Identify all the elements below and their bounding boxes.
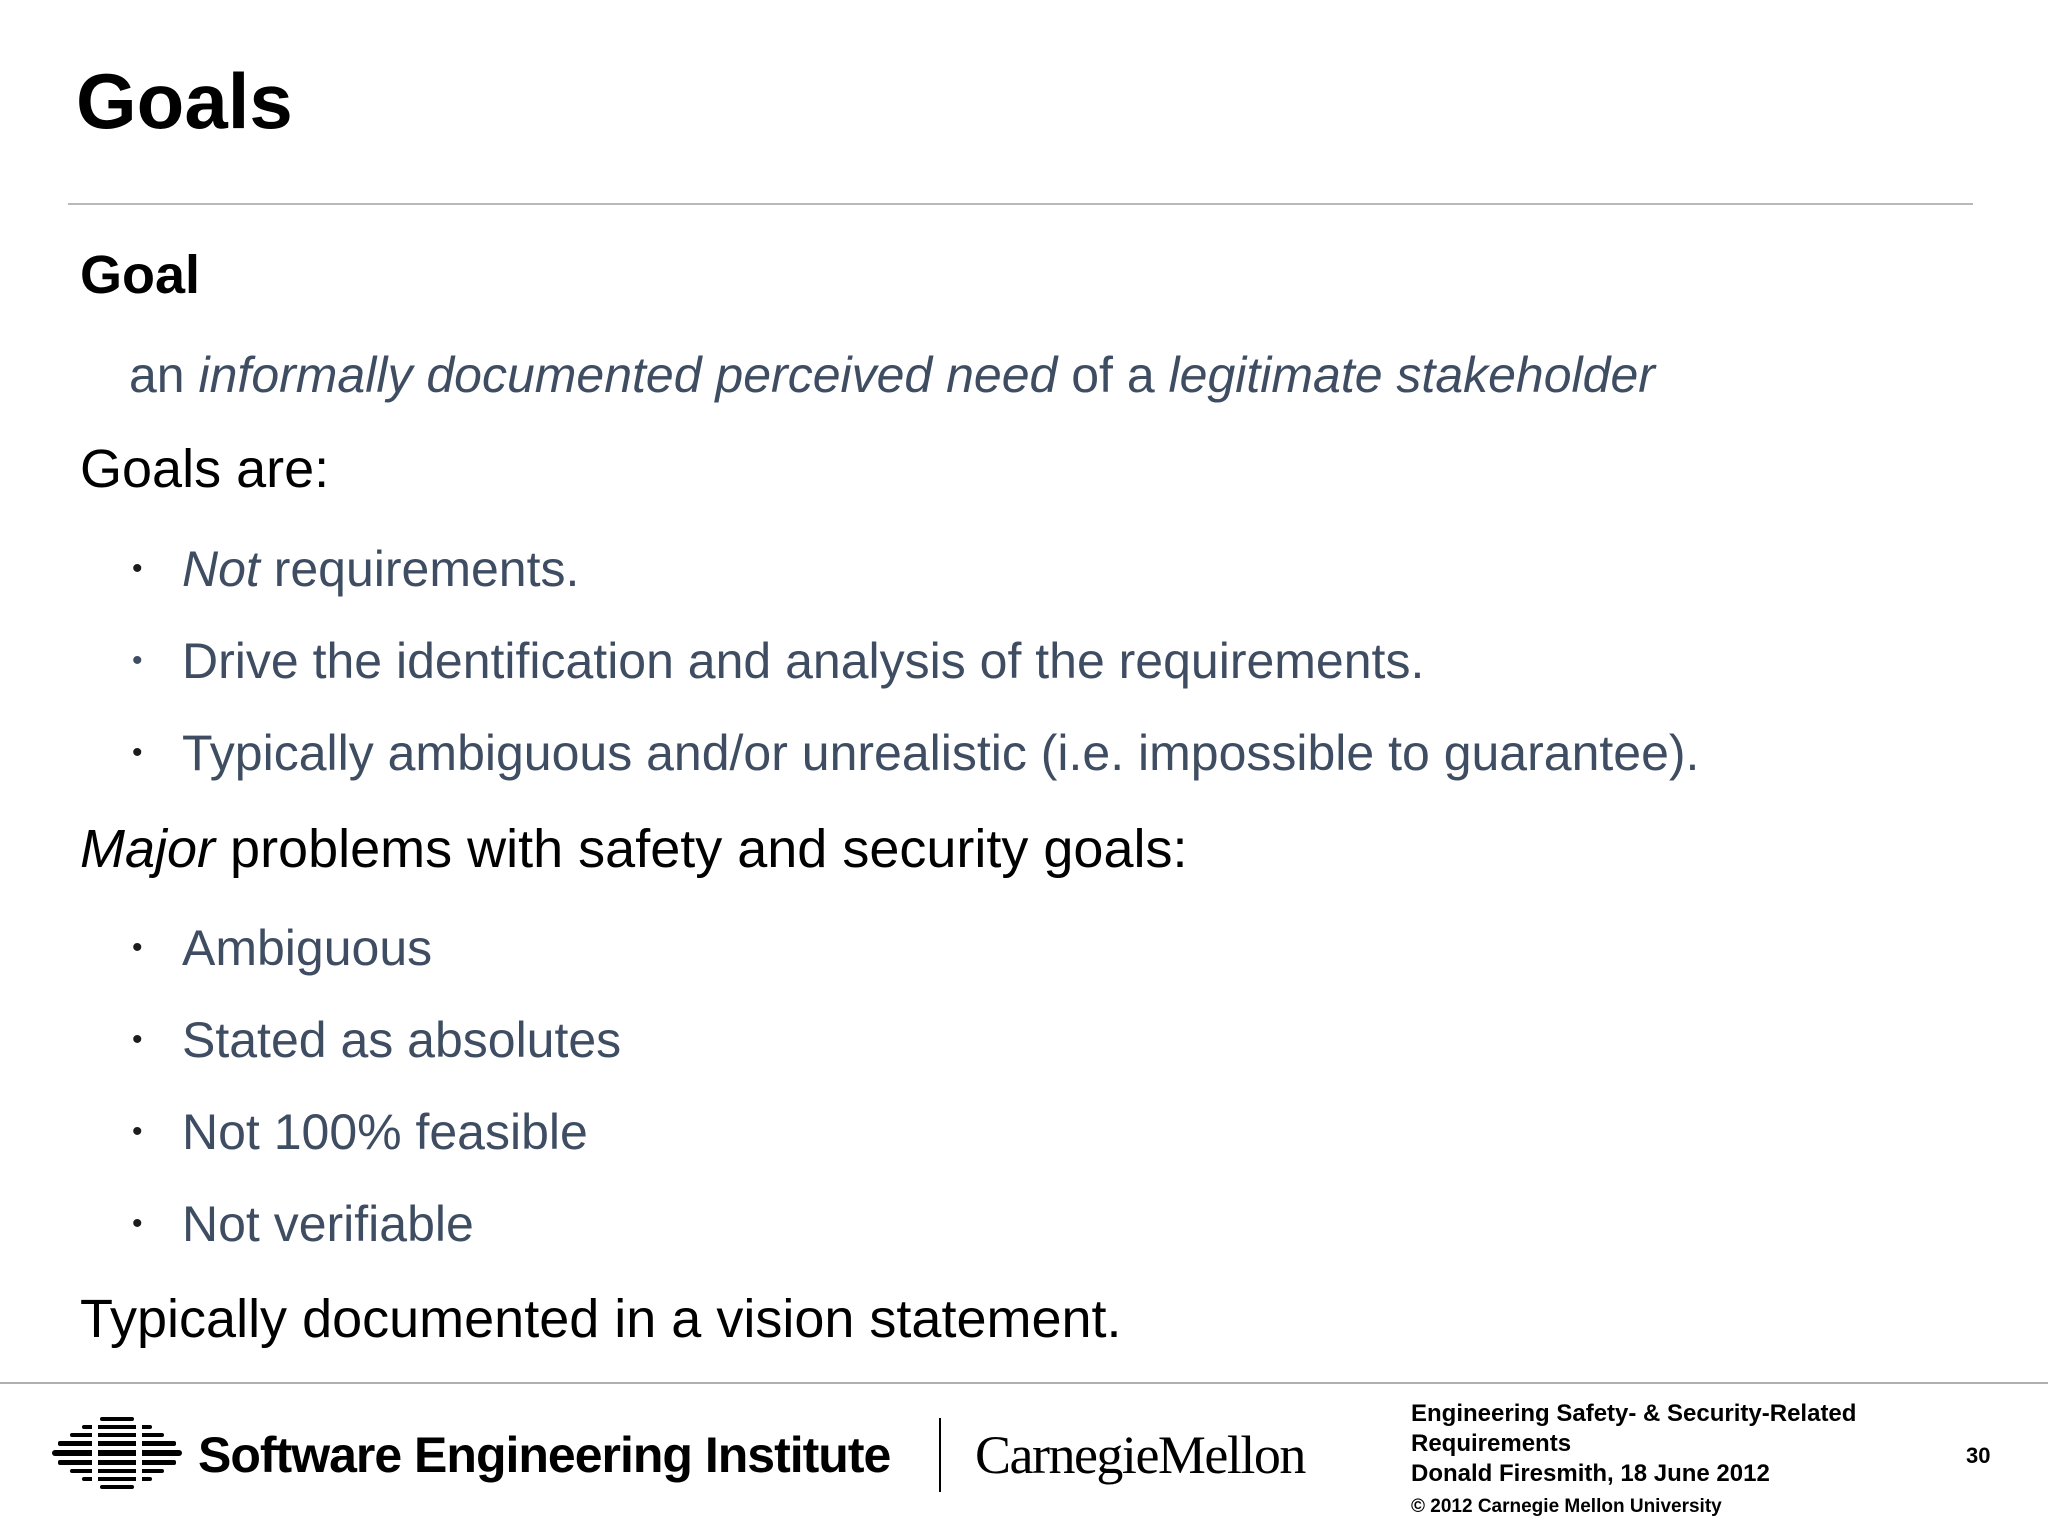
goals-are-heading: Goals are:: [80, 439, 330, 499]
footer-info: [1411, 1399, 1931, 1519]
bullet-text: Not 100% feasible: [182, 1104, 588, 1160]
list-item: [132, 920, 433, 976]
bullet-text: Not verifiable: [182, 1196, 474, 1252]
bullet-icon: •: [132, 1207, 143, 1240]
definition-term: Goal: [80, 245, 201, 305]
bullet-text: Stated as absolutes: [182, 1012, 622, 1068]
bullet-icon: •: [132, 736, 143, 769]
heading-text: problems with safety and security goals:: [215, 819, 1188, 879]
heading-emphasis: Major: [80, 819, 216, 879]
copyright: © 2012 Carnegie Mellon University: [1411, 1496, 1722, 1517]
bullet-icon: •: [132, 931, 143, 964]
bullet-icon: •: [132, 1115, 143, 1148]
bullet-icon: •: [132, 552, 143, 585]
bullet-emphasis: Not: [182, 541, 260, 597]
definition-part-4: legitimate stakeholder: [1168, 347, 1655, 403]
bullet-text: requirements.: [259, 541, 580, 597]
definition-part-1: an: [129, 347, 199, 403]
list-item: [132, 725, 1700, 781]
definition-text: [129, 347, 1655, 403]
footer-divider: [0, 1382, 2048, 1384]
list-item: [132, 1196, 474, 1252]
title-divider: [68, 203, 1973, 205]
bullet-text: Ambiguous: [182, 920, 433, 976]
slide-title: Goals: [76, 57, 293, 145]
major-problems-heading: [80, 819, 1188, 879]
footer-line-2: Requirements: [1411, 1430, 1572, 1457]
sei-logo-icon: [52, 1415, 182, 1495]
bullet-icon: •: [132, 1023, 143, 1056]
sei-wordmark: Software Engineering Institute: [198, 1427, 891, 1483]
definition-part-3: of a: [1057, 347, 1169, 403]
list-item: [132, 1104, 588, 1160]
page-number: 30: [1966, 1443, 1991, 1468]
cmu-wordmark: CarnegieMellon: [975, 1425, 1305, 1485]
logo-divider: [939, 1418, 941, 1492]
closing-statement: Typically documented in a vision statement.: [80, 1289, 1122, 1349]
list-item: [132, 541, 580, 597]
list-item: [132, 1012, 622, 1068]
list-item: [132, 633, 1425, 689]
footer-line-3: Donald Firesmith, 18 June 2012: [1411, 1460, 1770, 1487]
bullet-text: Typically ambiguous and/or unrealistic (i.e. impossible to guarantee).: [182, 725, 1700, 781]
bullet-icon: •: [132, 644, 143, 677]
bullet-text: Drive the identification and analysis of the requirements.: [182, 633, 1425, 689]
footer-line-1: Engineering Safety- & Security-Related: [1411, 1400, 1857, 1427]
definition-part-2: informally documented perceived need: [198, 347, 1058, 403]
